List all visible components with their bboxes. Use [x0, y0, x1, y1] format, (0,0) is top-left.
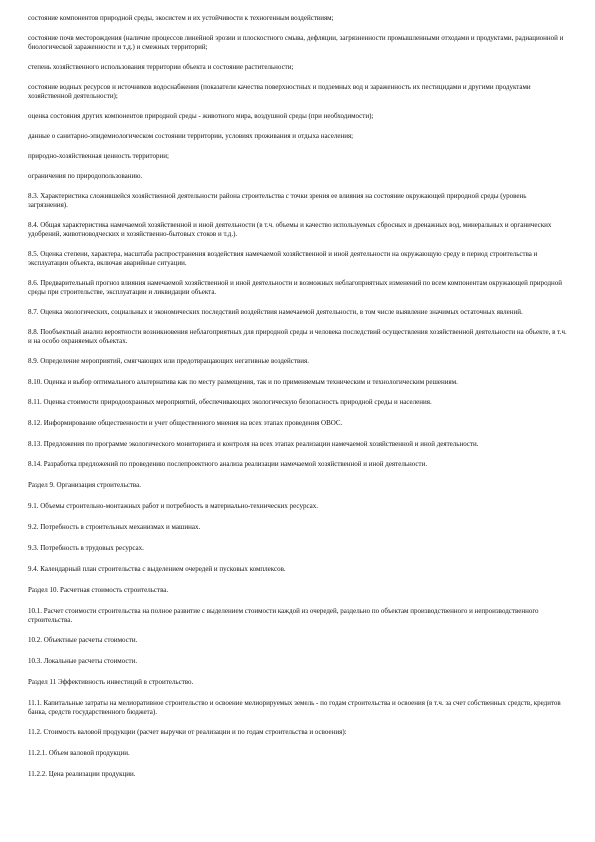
- section-paragraph: 8.14. Разработка предложений по проведению послепроектного анализа реализации намечаемой хозяйственной и иной деятельности.: [28, 460, 428, 468]
- list-item: ограничения по природопользованию.: [28, 172, 143, 180]
- section-paragraph: 8.4. Общая характеристика намечаемой хозяйственной и иной деятельности (в т.ч. объемы и качество используемых сбросных и дренажных вод, минеральных и органических удобрений, животноводческих и хозяйственно-бытовых стоков и т.д.).: [28, 221, 552, 238]
- list-item: состояние водных ресурсов и источников водоснабжения (показатели качества поверхностных и подземных вод и зараженность их пестицидами и другими продуктами хозяйственной деятельности);: [28, 83, 531, 100]
- list-item: оценка состояния других компонентов природной среды - животного мира, воздушной среды (при необходимости);: [28, 112, 374, 120]
- section-paragraph: 8.11. Оценка стоимости природоохранных мероприятий, обеспечивающих экологическую безопасность природной среды и населения.: [28, 398, 432, 406]
- section-paragraph: 11.2.2. Цена реализации продукции.: [28, 770, 136, 778]
- section-paragraph: 8.13. Предложения по программе экологического мониторинга и контроля на всех этапах реализации намечаемой хозяйственной и иной деятельности.: [28, 440, 479, 448]
- section-paragraph: 8.3. Характеристика сложившейся хозяйственной деятельности района строительства с точки зрения ее влияния на состояние окружающей природной среды (уровень загрязнения).: [28, 192, 527, 209]
- section-paragraph: 8.7. Оценка экологических, социальных и экономических последствий воздействия намечаемой деятельности, в том числе выявление значимых остаточных явлений.: [28, 308, 523, 316]
- document-body: [28, 14, 568, 791]
- section-paragraph: 9.2. Потребность в строительных механизмах и машинах.: [28, 523, 201, 531]
- section-paragraph: 10.3. Локальные расчеты стоимости.: [28, 657, 138, 665]
- section-paragraph: 9.1. Объемы строительно-монтажных работ и потребность в материально-технических ресурсах.: [28, 502, 318, 510]
- section-paragraph: 9.3. Потребность в трудовых ресурсах.: [28, 544, 144, 552]
- section-heading: Раздел 10. Расчетная стоимость строительства.: [28, 586, 169, 594]
- section-paragraph: 9.4. Календарный план строительства с выделением очередей и пусковых комплексов.: [28, 565, 286, 573]
- section-paragraph: 11.1. Капитальные затраты на мелиоративное строительство и освоение мелиорируемых земель - по годам строительства и освоения (в т.ч. за счет собственных средств, кредитов банка, средств государственного бюджета).: [28, 699, 561, 716]
- section-paragraph: 8.5. Оценка степени, характера, масштаба распространения воздействия намечаемой хозяйственной и иной деятельности на окружающую среду в период строительства и эксплуатации объекта, включая аварийные ситуации.: [28, 250, 538, 267]
- section-paragraph: 8.9. Определение мероприятий, смягчающих или предотвращающих негативные воздействия.: [28, 357, 309, 365]
- section-paragraph: 8.8. Пообъектный анализ вероятности возникновения неблагоприятных для природной среды и человека последствий осуществления хозяйственной деятельности на объекте, в т.ч. и на особо охраняемых объектах.: [28, 328, 567, 345]
- section-paragraph: 8.6. Предварительный прогноз влияния намечаемой хозяйственной и иной деятельности и возможных неблагоприятных изменений по всем компонентам окружающей природной среды при строительстве, эксплуатации и ликвидации объекта.: [28, 279, 563, 296]
- list-item: природно-хозяйственная ценность территории;: [28, 152, 169, 160]
- section-paragraph: 11.2. Стоимость валовой продукции (расчет выручки от реализации и по годам строительства и освоения):: [28, 728, 347, 736]
- section-paragraph: 11.2.1. Объем валовой продукции.: [28, 749, 130, 757]
- section-paragraph: 8.12. Информирование общественности и учет общественного мнения на всех этапах проведения ОВОС.: [28, 419, 343, 427]
- section-heading: Раздел 11 Эффективность инвестиций в строительство.: [28, 678, 194, 686]
- list-item: данные о санитарно-эпидемиологическом состоянии территории, условиях проживания и отдыха населения;: [28, 132, 354, 140]
- section-paragraph: 8.10. Оценка и выбор оптимального альтернатива как по месту размещения, так и по применяемым техническим и технологическим решениям.: [28, 378, 458, 386]
- section-paragraph: 10.2. Объектные расчеты стоимости.: [28, 636, 138, 644]
- list-item: степень хозяйственного использования территории объекта и состояние растительности;: [28, 63, 294, 71]
- list-item: состояние почв месторождения (наличие процессов линейной эрозии и плоскостного смыва, дефляции, загрязненности промышленными отходами и продуктами, радиационной и биологической зараженности и т.д.) и смежных территорий;: [28, 34, 564, 51]
- section-paragraph: 10.1. Расчет стоимости строительства на полное развитие с выделением стоимости каждой из очередей, раздельно по объектам производственного и непроизводственного строительства.: [28, 607, 539, 624]
- list-item: состояние компонентов природной среды, экосистем и их устойчивости к техногенным воздействиям;: [28, 14, 334, 22]
- section-heading: Раздел 9. Организация строительства.: [28, 481, 141, 489]
